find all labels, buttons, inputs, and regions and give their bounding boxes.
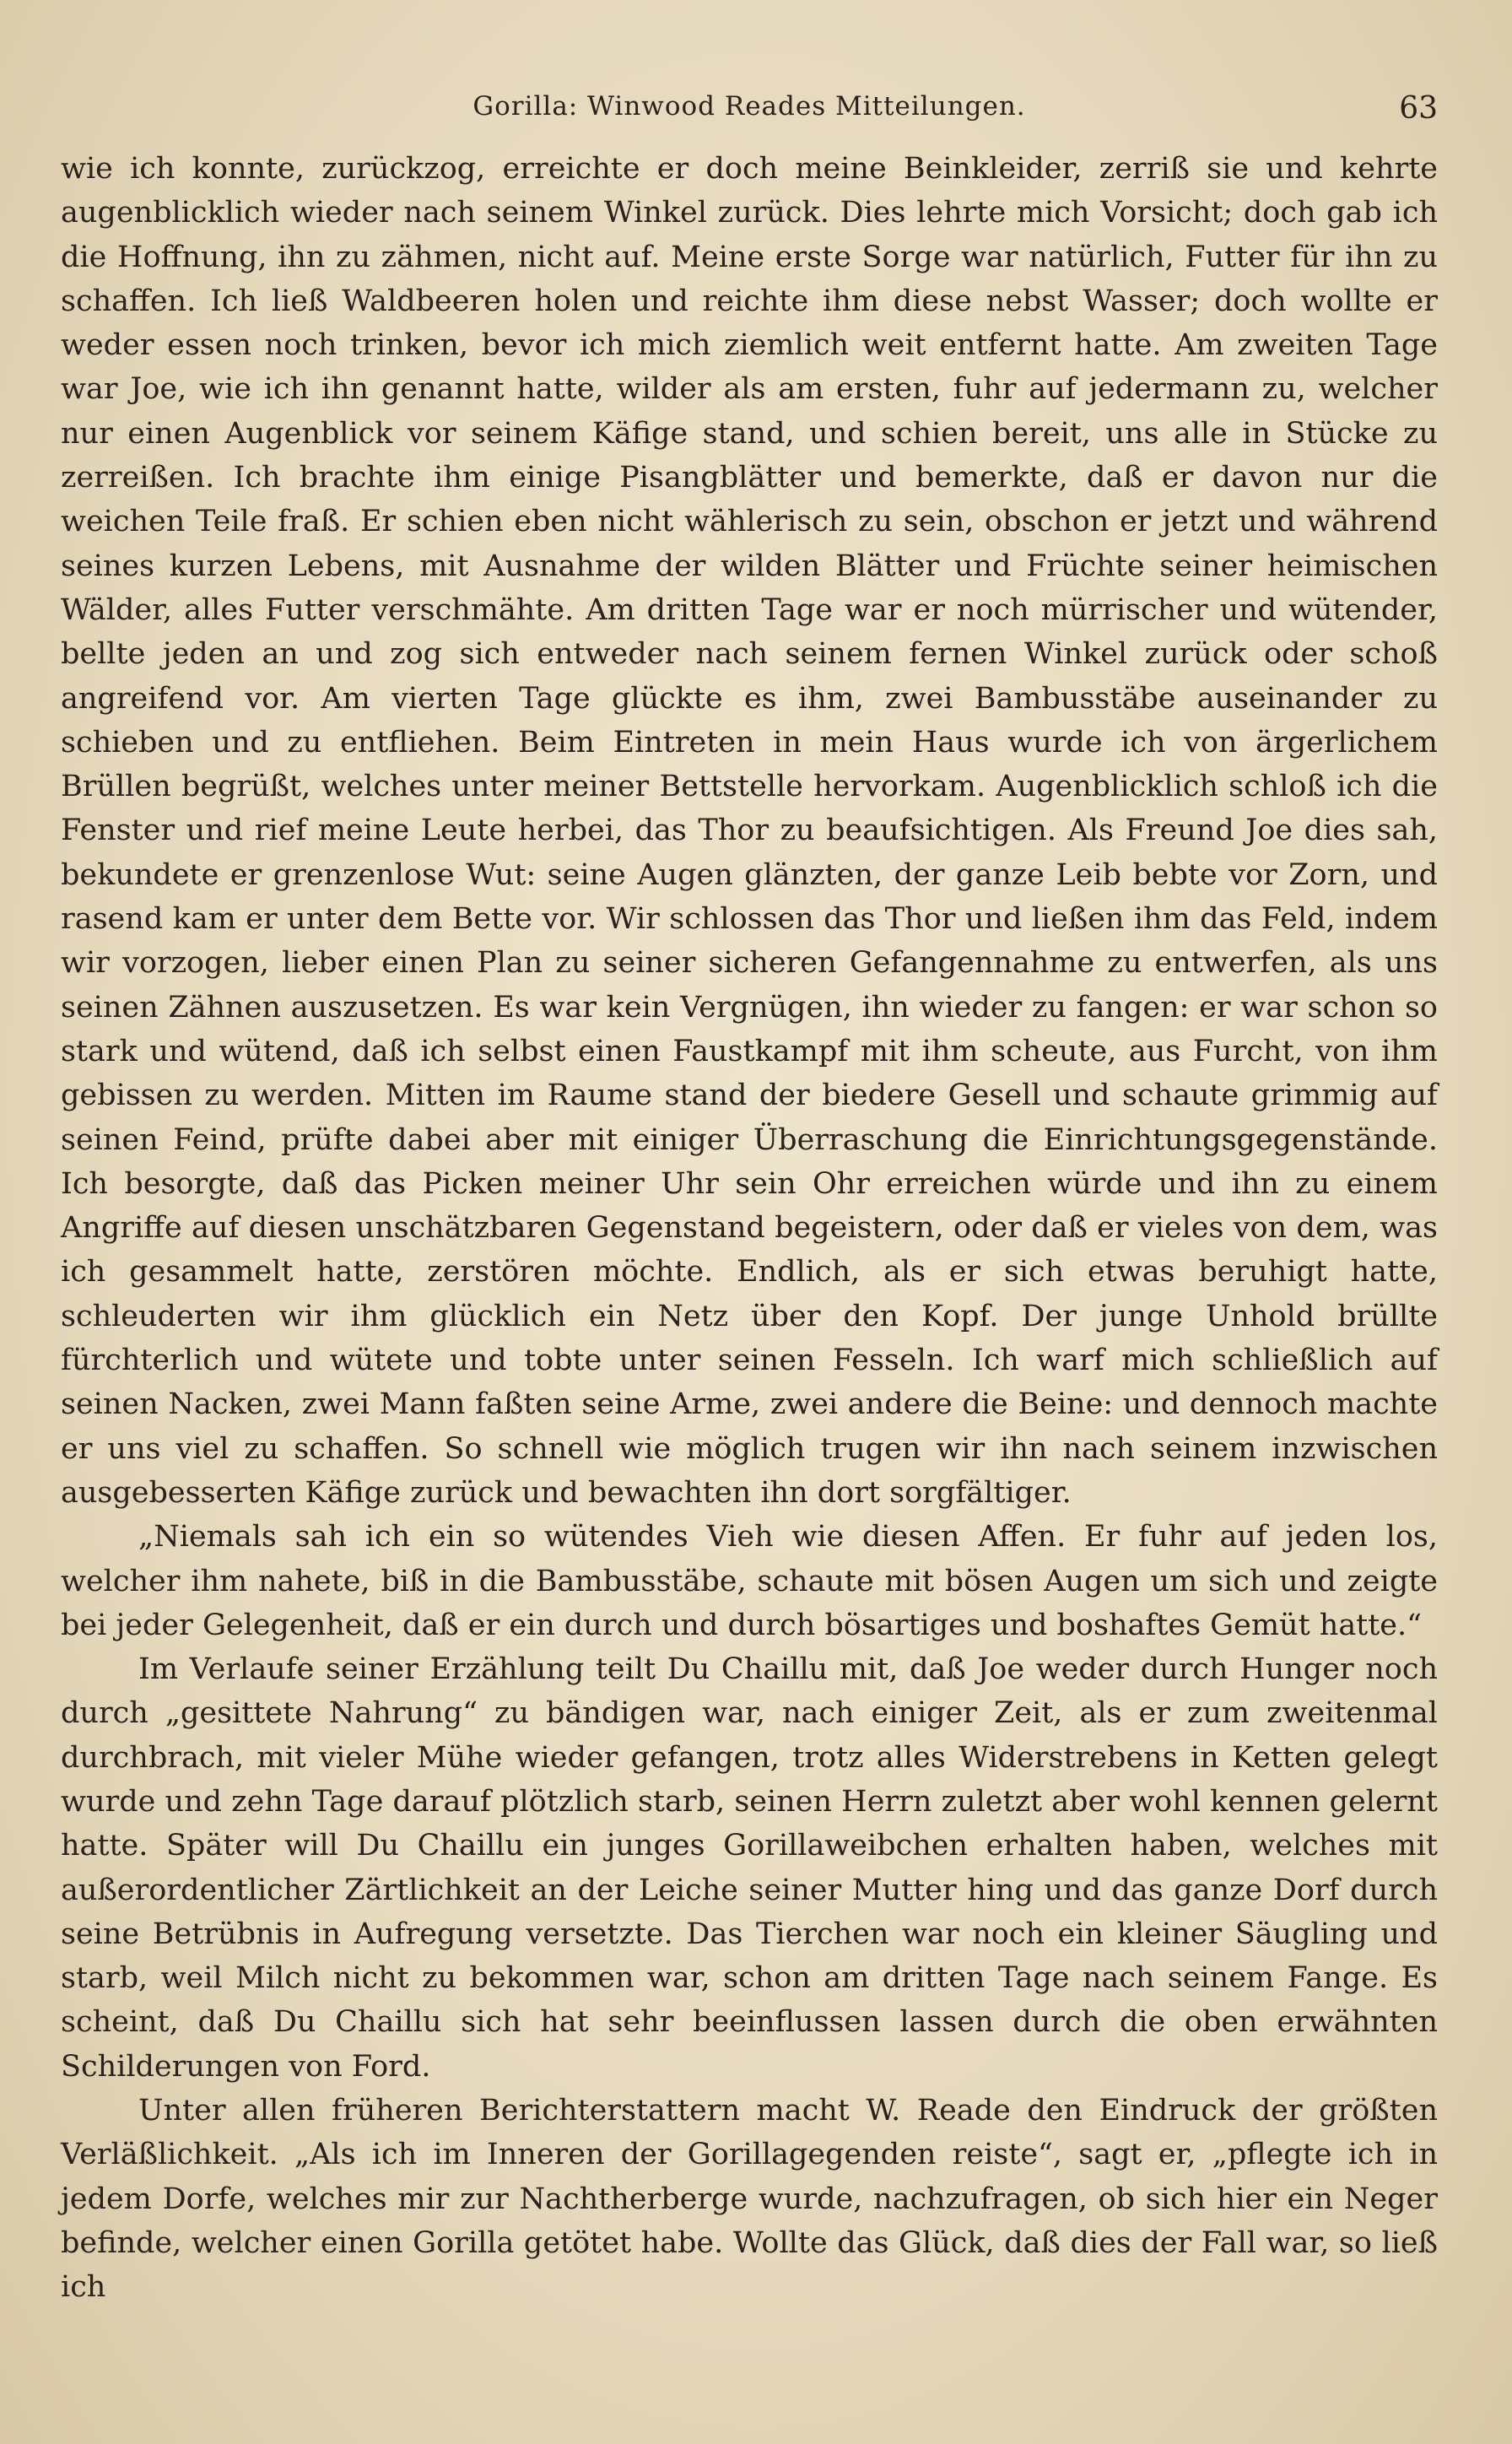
page-header <box>61 86 1438 137</box>
body-text <box>61 147 1438 2310</box>
running-head: Gorilla: Winwood Reades Mitteilungen. <box>472 91 1026 122</box>
paragraph-3: Im Verlaufe seiner Erzählung teilt Du Chaillu mit, daß Joe weder durch Hunger noch durch „gesittete Nahrung“ zu bändigen war, nach einiger Zeit, als er zum zweitenmal durchbrach, mit vieler Mühe wieder gefangen, trotz alles Widerstrebens in Ketten gelegt wurde und zehn Tage darauf plötzlich starb, seinen Herrn zuletzt aber wohl kennen gelernt hatte. Später will Du Chaillu ein junges Gorillaweibchen erhalten haben, welches mit außerordentlicher Zärtlichkeit an der Leiche seiner Mutter hing und das ganze Dorf durch seine Betrübnis in Aufregung versetzte. Das Tierchen war noch ein kleiner Säugling und starb, weil Milch nicht zu bekommen war, schon am dritten Tage nach seinem Fange. Es scheint, daß Du Chaillu sich hat sehr beeinflussen lassen durch die oben erwähnten Schilderungen von Ford. <box>61 1652 1438 2084</box>
paragraph-1: wie ich konnte, zurückzog, erreichte er doch meine Beinkleider, zerriß sie und kehrte augenblicklich wieder nach seinem Winkel zurück. Dies lehrte mich Vorsicht; doch gab ich die Hoffnung, ihn zu zähmen, nicht auf. Meine erste Sorge war natürlich, Futter für ihn zu schaffen. Ich ließ Waldbeeren holen und reichte ihm diese nebst Wasser; doch wollte er weder essen noch trinken, bevor ich mich ziemlich weit entfernt hatte. Am zweiten Tage war Joe, wie ich ihn genannt hatte, wilder als am ersten, fuhr auf jedermann zu, welcher nur einen Augenblick vor seinem Käfige stand, und schien bereit, uns alle in Stücke zu zerreißen. Ich brachte ihm einige Pisangblätter und bemerkte, daß er davon nur die weichen Teile fraß. Er schien eben nicht wählerisch zu sein, obschon er jetzt und während seines kurzen Lebens, mit Ausnahme der wilden Blätter und Früchte seiner heimischen Wälder, alles Futter verschmähte. Am dritten Tage war er noch mürrischer und wütender, bellte jeden an und zog sich entweder nach seinem fernen Winkel zurück oder schoß angreifend vor. Am vierten Tage glückte es ihm, zwei Bambusstäbe auseinander zu schieben und zu entfliehen. Beim Eintreten in mein Haus wurde ich von ärgerlichem Brüllen begrüßt, welches unter meiner Bettstelle hervorkam. Augenblicklich schloß ich die Fenster und rief meine Leute herbei, das Thor zu beaufsichtigen. Als Freund Joe dies sah, bekundete er grenzenlose Wut: seine Augen glänzten, der ganze Leib bebte vor Zorn, und rasend kam er unter dem Bette vor. Wir schlossen das Thor und ließen ihm das Feld, indem wir vorzogen, lieber einen Plan zu seiner sicheren Gefangennahme zu entwerfen, als uns seinen Zähnen auszusetzen. Es war kein Vergnügen, ihn wieder zu fangen: er war schon so stark und wütend, daß ich selbst einen Faustkampf mit ihm scheute, aus Furcht, von ihm gebissen zu werden. Mitten im Raume stand der biedere Gesell und schaute grimmig auf seinen Feind, prüfte dabei aber mit einiger Überraschung die Einrichtungsgegenstände. Ich besorgte, daß das Picken meiner Uhr sein Ohr erreichen würde und ihn zu einem Angriffe auf diesen unschätzbaren Gegenstand begeistern, oder daß er vieles von dem, was ich gesammelt hatte, zerstören möchte. Endlich, als er sich etwas beruhigt hatte, schleuderten wir ihm glücklich ein Netz über den Kopf. Der junge Unhold brüllte fürchterlich und wütete und tobte unter seinen Fesseln. Ich warf mich schließlich auf seinen Nacken, zwei Mann faßten seine Arme, zwei andere die Beine: und dennoch machte er uns viel zu schaffen. So schnell wie möglich trugen wir ihn nach seinem inzwischen ausgebesserten Käfige zurück und bewachten ihn dort sorgfältiger. <box>61 152 1438 1510</box>
paragraph-2: „Niemals sah ich ein so wütendes Vieh wie diesen Affen. Er fuhr auf jeden los, welcher ihm nahete, biß in die Bambusstäbe, schaute mit bösen Augen um sich und zeigte bei jeder Gelegenheit, daß er ein durch und durch bösartiges und boshaftes Gemüt hatte.“ <box>61 1520 1438 1642</box>
page-number: 63 <box>1399 91 1438 126</box>
paragraph-4: Unter allen früheren Berichterstattern macht W. Reade den Eindruck der größten Verläßlichkeit. „Als ich im Inneren der Gorillagegenden reiste“, sagt er, „pflegte ich in jedem Dorfe, welches mir zur Nachtherberge wurde, nachzufragen, ob sich hier ein Neger befinde, welcher einen Gorilla getötet habe. Wollte das Glück, daß dies der Fall war, so ließ ich <box>61 2094 1438 2305</box>
